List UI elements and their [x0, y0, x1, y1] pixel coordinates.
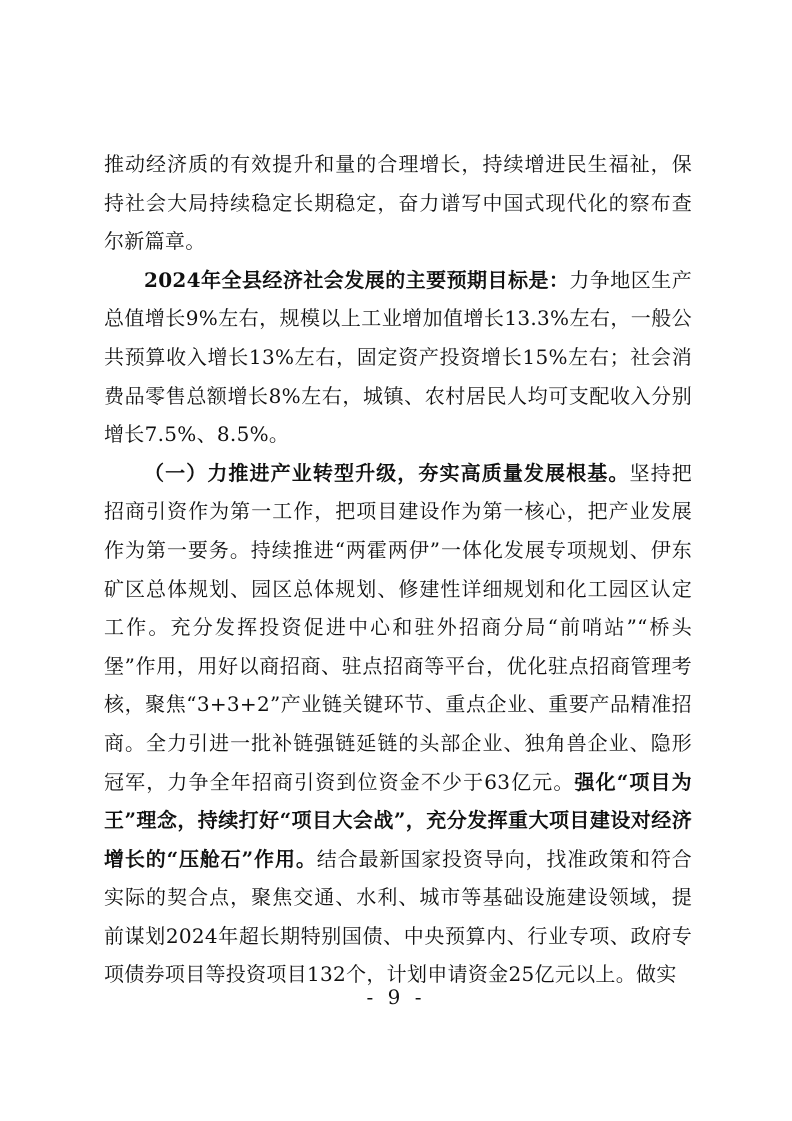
page-number: - 9 - — [366, 985, 426, 1009]
paragraph-3-industry — [104, 454, 692, 994]
section-heading: （一）力推进产业转型升级，夯实高质量发展根基。 — [144, 460, 630, 485]
text-segment: 推动经济质的有效提升和量的合理增长，持续增进民生福祉，保持社会大局持续稳定长期稳定，奋力谱写中国式现代化的察布查尔新篇章。 — [104, 152, 692, 254]
paragraph-1 — [104, 145, 692, 261]
text-segment: 坚持把招商引资作为第一工作，把项目建设作为第一核心，把产业发展作为第一要务。持续推进“两霍两伊”一体化发展专项规划、伊东矿区总体规划、园区总体规划、修建性详细规划和化工园区认定工作。充分发挥投资促进中心和驻外招商分局“前哨站”“桥头堡”作用，用好以商招商、驻点招商等平台，优化驻点招商管理考核，聚焦“3+3+2”产业链关键环节、重点企业、重要产品精准招商。全力引进一批补链强链延链的头部企业、独角兽企业、隐形冠军，力争全年招商引资到位资金不少于63亿元。 — [104, 460, 692, 794]
body-text — [104, 145, 692, 994]
bold-lead-in: 2024年全县经济社会发展的主要预期目标是： — [144, 267, 570, 292]
text-segment: 力争地区生产总值增长9%左右，规模以上工业增加值增长13.3%左右，一般公共预算收入增长13%左右，固定资产投资增长15%左右；社会消费品零售总额增长8%左右，城镇、农村居民人均可支配收入分别增长7.5%、8.5%。 — [104, 267, 692, 447]
bold-emphasis: 强化“项目为王”理念，持续打好“项目大会战”，充分发挥重大项目建设对经济增长的“压舱石”作用。 — [104, 769, 692, 871]
text-segment: 结合最新国家投资导向，找准政策和符合实际的契合点，聚焦交通、水利、城市等基础设施建设领域，提前谋划2024年超长期特别国债、中央预算内、行业专项、政府专项债券项目等投资项目132个，计划申请资金25亿元以上。做实 — [104, 846, 693, 987]
paragraph-2-targets — [104, 261, 692, 454]
